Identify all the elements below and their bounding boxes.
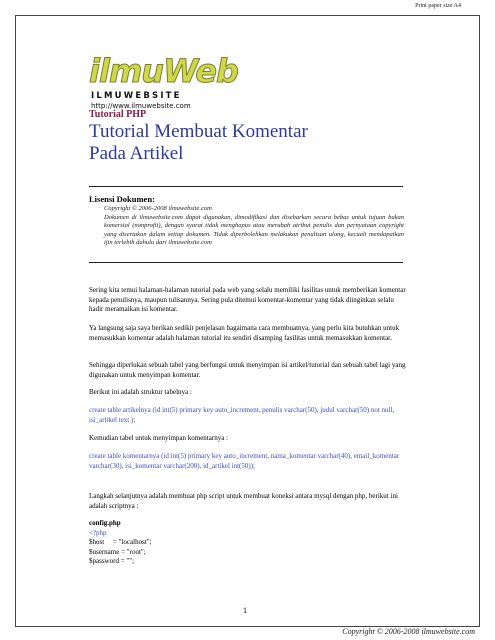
paragraph-tables: Sehingga diperlukan sebuah tabel yang berfungsi untuk menyimpan isi artikel/tutorial dan sebuah tabel lagi yang digunakan untuk menyimpan komentar. [89,361,406,379]
ilmuwebsite-logo [89,52,238,112]
code-php-open: <?php [89,528,107,537]
code-username-line: $username = "root"; [89,547,146,556]
license-heading: Lisensi Dokumen: [89,194,155,204]
footer-copyright: Copyright © 2006-2008 ilmuwebsite.com [342,627,475,636]
document-title: Tutorial Membuat Komentar Pada Artikel [89,121,308,164]
code-create-artikel: create table artikelnya (id int(5) primary key auto_increment, penulis varchar(50), judul varchar(50) not null, isi_artikel text ); [89,406,395,424]
paragraph-intro: Sering kita temui halaman-halaman tutorial pada web yang selalu memiliki fasilitas untuk memberikan komentar kepada penulisnya, maupun tulisannya. Sering pula ditemui komentar-komentar yang tidak diinginkan selalu hadir meramaikan isi komentar. [89,286,406,313]
logo-url: http://www.ilmuwebsite.com [91,102,191,110]
code-password-line: $password = ""; [89,557,135,565]
paper-size-note: Print paper size A4 [415,3,461,9]
license-bottom-rule [89,262,403,263]
license-text [104,205,404,248]
paragraph-connection: Langkah selanjutnya adalah membuat php script untuk membuat koneksi antara mysql dengan php, berikut ini adalah scriptnya : [89,492,398,510]
code-config [89,519,409,567]
paragraph-comment-table: Kemudian tabel untuk menyimpan komentarnya : [89,434,228,442]
paragraph-explanation: Ya langsung saja saya berikan sedikit penjelasan bagaimana cara membuatnya, yang perlu kita butuhkan untuk memasukkan komentar adalah halaman tutorial itu sendiri disamping fasilitas untuk memasukkan komentar. [89,324,400,342]
category-kicker: Tutorial PHP [89,109,147,120]
license-top-rule [89,186,403,187]
license-copyright: Copyright © 2006-2008 ilmuwebsite.com [104,205,212,212]
logo-subtitle: ILMUWEBSITE [91,91,182,101]
code-filename: config.php [89,519,121,527]
code-host-line: $host = "localhost"; [89,538,152,546]
logo-word: ilmuWeb [89,52,238,90]
paragraph-structure-intro: Berikut ini adalah struktur tabelnya : [89,388,192,396]
page-number: 1 [243,606,247,615]
code-create-komentar: create table komentarnya (id int(5) primary key auto_increment, nama_komentar varchar(40), email_komentar varchar(30), isi_komentar varchar(200), id_artikel int(50)); [89,452,400,470]
license-terms: Dokumen di ilmuwebsite.com dapat digunakan, dimodifikasi dan disebarkan secara bebas untuk tujuan bukan komersial (nonprofit), dengan syarat tidak menghapus atau merubah atribut penulis dan pernyataan copyright yang disertakan dalam setiap dokumen. Tidak diperbolehkan melakukan penulisan ulang, kecuali mendapatkan ijin terlebih dahulu dari ilmuwebsite.com [104,213,404,247]
